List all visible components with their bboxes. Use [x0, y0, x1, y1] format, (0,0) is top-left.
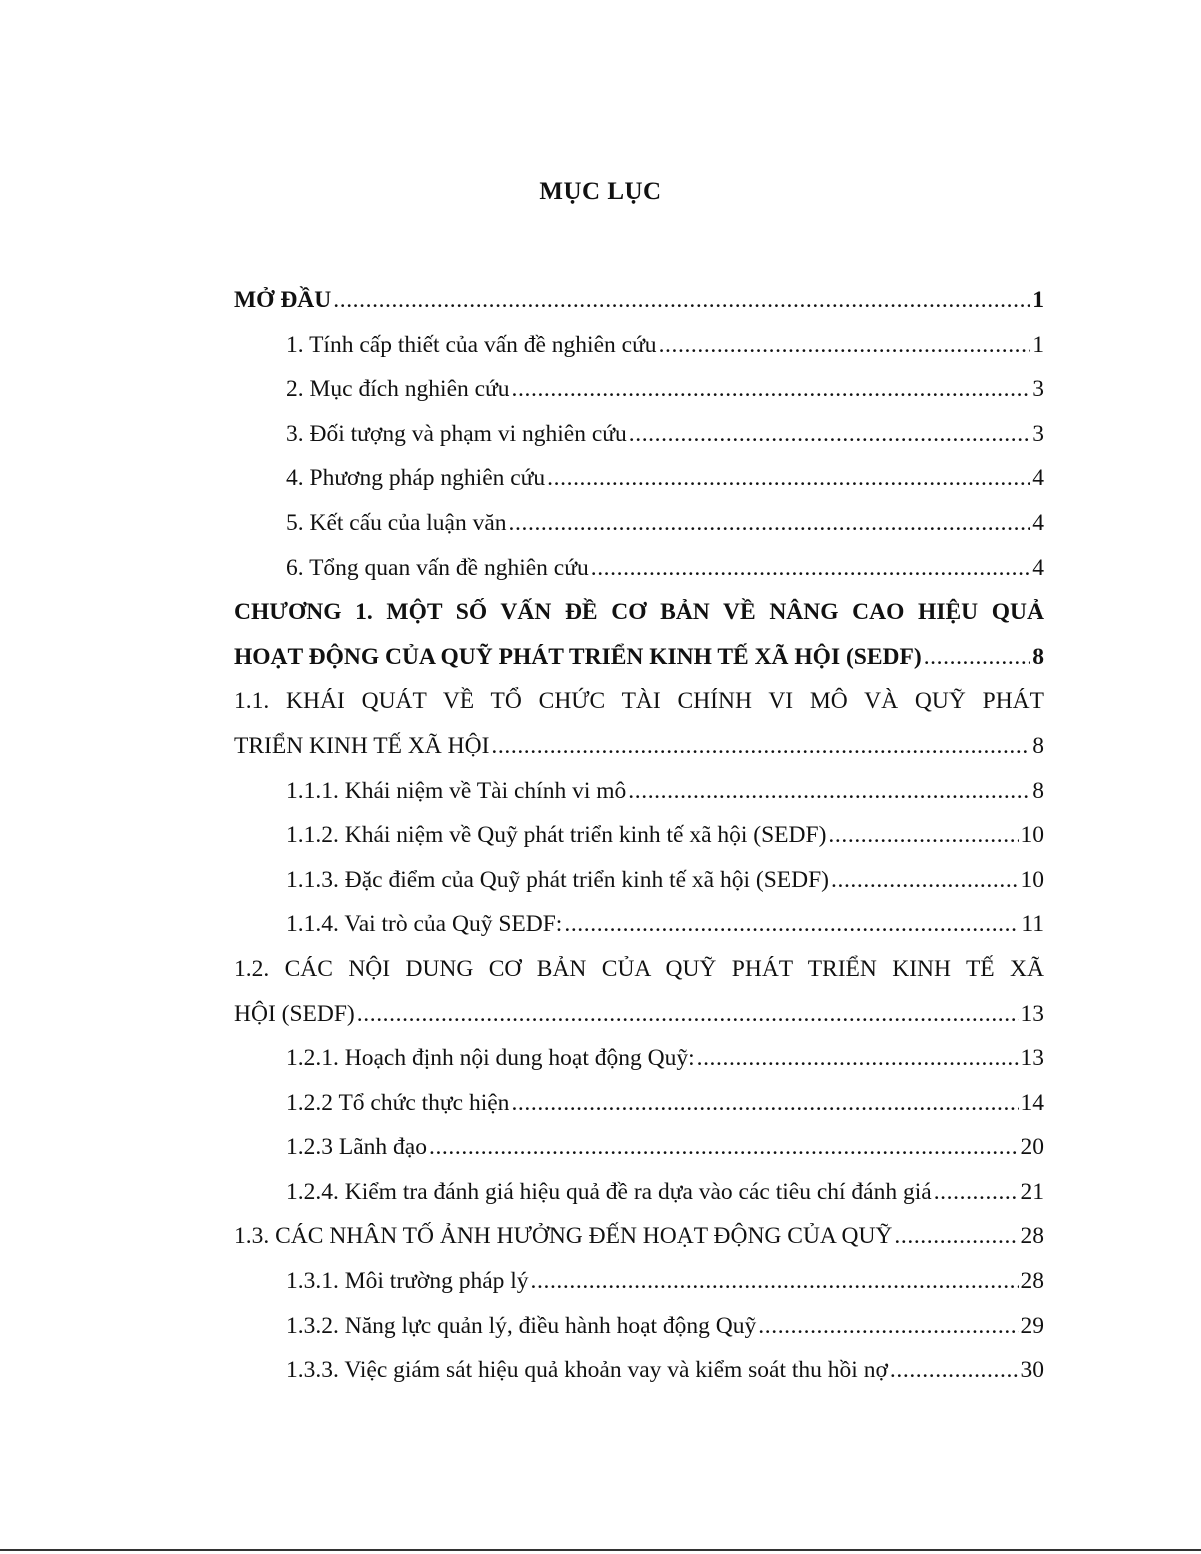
dot-leader: [894, 1214, 1018, 1259]
toc-entry-text: 1.3.3. Việc giám sát hiệu quả khoản vay và kiểm soát thu hồi nợ: [286, 1357, 888, 1384]
toc-entry-page: 29: [1020, 1312, 1044, 1339]
toc-entry-text: 1.2.4. Kiểm tra đánh giá hiệu quả đề ra dựa vào các tiêu chí đánh giá: [286, 1178, 932, 1205]
toc-entry-page: 4: [1032, 465, 1044, 492]
toc-entry[interactable]: [234, 1304, 1044, 1349]
toc-entry-page: 8: [1032, 643, 1044, 670]
toc-entry[interactable]: [234, 992, 1044, 1037]
toc-entry[interactable]: [234, 367, 1044, 412]
table-of-contents: [234, 278, 1044, 1393]
toc-entry-text: 6. Tổng quan vấn đề nghiên cứu: [286, 554, 589, 581]
toc-entry-page: 28: [1020, 1223, 1044, 1250]
toc-entry-text: 1.3. CÁC NHÂN TỐ ẢNH HƯỞNG ĐẾN HOẠT ĐỘNG CỦA QUỸ: [234, 1223, 893, 1250]
toc-entry-page: 3: [1032, 420, 1044, 447]
toc-entry-section-line[interactable]: 1.1. KHÁI QUÁT VỀ TỔ CHỨC TÀI CHÍNH VI MÔ VÀ QUỸ PHÁT: [234, 688, 1044, 715]
toc-entry[interactable]: [234, 724, 1044, 769]
toc-entry-text: 2. Mục đích nghiên cứu: [286, 376, 510, 403]
dot-leader: [531, 1259, 1019, 1304]
toc-entry-text: 1.1.1. Khái niệm về Tài chính vi mô: [286, 777, 627, 804]
toc-entry[interactable]: [234, 1036, 1044, 1081]
toc-entry-text: 4. Phương pháp nghiên cứu: [286, 465, 546, 492]
toc-entry-text: 1.3.2. Năng lực quản lý, điều hành hoạt động Quỹ: [286, 1312, 757, 1339]
toc-entry[interactable]: [234, 769, 1044, 814]
toc-entry-chapter-line[interactable]: CHƯƠNG 1. MỘT SỐ VẤN ĐỀ CƠ BẢN VỀ NÂNG CAO HIỆU QUẢ: [234, 599, 1044, 626]
toc-entry-page: 13: [1020, 1045, 1044, 1072]
dot-leader: [564, 902, 1019, 947]
dot-leader: [659, 323, 1031, 368]
toc-entry-text: 1.1.3. Đặc điểm của Quỹ phát triển kinh tế xã hội (SEDF): [286, 866, 829, 893]
dot-leader: [511, 1081, 1018, 1126]
dot-leader: [357, 992, 1019, 1037]
toc-entry-text: TRIỂN KINH TẾ XÃ HỘI: [234, 732, 490, 759]
toc-entry-page: 10: [1020, 866, 1044, 893]
page-bottom-rule: [0, 1549, 1201, 1551]
toc-entry-text: 1.2.1. Hoạch định nội dung hoạt động Quỹ:: [286, 1045, 695, 1072]
dot-leader: [831, 858, 1019, 903]
toc-entry-text: HỘI (SEDF): [234, 1000, 355, 1027]
toc-entry-page: 4: [1032, 509, 1044, 536]
toc-entry-page: 20: [1020, 1134, 1044, 1161]
dot-leader: [512, 367, 1031, 412]
toc-entry-page: 10: [1020, 822, 1044, 849]
toc-entry-page: 21: [1020, 1178, 1044, 1205]
dot-leader: [429, 1125, 1019, 1170]
toc-entry[interactable]: [234, 278, 1044, 323]
toc-entry-text: 3. Đối tượng và phạm vi nghiên cứu: [286, 420, 627, 447]
dot-leader: [333, 278, 1030, 323]
toc-entry-page: 3: [1032, 376, 1044, 403]
dot-leader: [629, 412, 1031, 457]
toc-entry[interactable]: [234, 323, 1044, 368]
toc-entry[interactable]: [234, 813, 1044, 858]
toc-entry-page: 1: [1032, 287, 1044, 313]
toc-entry-page: 1: [1032, 331, 1044, 358]
toc-entry-page: 8: [1032, 732, 1044, 759]
toc-entry-text: 1.3.1. Môi trường pháp lý: [286, 1268, 529, 1295]
dot-leader: [697, 1036, 1019, 1081]
toc-entry[interactable]: [234, 1348, 1044, 1393]
toc-entry-page: 8: [1032, 777, 1044, 804]
dot-leader: [491, 724, 1030, 769]
toc-entry-text: HOẠT ĐỘNG CỦA QUỸ PHÁT TRIỂN KINH TẾ XÃ HỘI (SEDF): [234, 643, 922, 670]
toc-entry-page: 11: [1021, 911, 1044, 938]
dot-leader: [591, 546, 1031, 591]
toc-entry-text: 1.1.4. Vai trò của Quỹ SEDF:: [286, 911, 563, 938]
toc-entry-page: 4: [1032, 554, 1044, 581]
toc-entry[interactable]: [234, 1259, 1044, 1304]
toc-entry[interactable]: [234, 902, 1044, 947]
toc-entry-text: MỞ ĐẦU: [234, 287, 332, 313]
toc-entry[interactable]: [234, 412, 1044, 457]
toc-entry-page: 30: [1020, 1357, 1044, 1384]
dot-leader: [924, 635, 1031, 680]
toc-entry-text: 5. Kết cấu của luận văn: [286, 509, 507, 536]
toc-entry[interactable]: [234, 456, 1044, 501]
dot-leader: [934, 1170, 1019, 1215]
toc-entry[interactable]: [234, 858, 1044, 903]
toc-entry-page: 14: [1020, 1089, 1044, 1116]
toc-entry-text: 1. Tính cấp thiết của vấn đề nghiên cứu: [286, 331, 657, 358]
dot-leader: [758, 1304, 1018, 1349]
dot-leader: [828, 813, 1018, 858]
toc-entry-text: 1.1.2. Khái niệm về Quỹ phát triển kinh tế xã hội (SEDF): [286, 822, 827, 849]
toc-entry[interactable]: [234, 501, 1044, 546]
dot-leader: [509, 501, 1031, 546]
page-title: MỤC LỤC: [539, 178, 662, 205]
toc-entry[interactable]: [234, 1081, 1044, 1126]
toc-entry[interactable]: [234, 635, 1044, 680]
dot-leader: [890, 1348, 1019, 1393]
toc-entry[interactable]: [234, 1170, 1044, 1215]
toc-entry[interactable]: [234, 546, 1044, 591]
toc-entry[interactable]: [234, 1214, 1044, 1259]
toc-entry-section-line[interactable]: 1.2. CÁC NỘI DUNG CƠ BẢN CỦA QUỸ PHÁT TRIỂN KINH TẾ XÃ: [234, 955, 1044, 982]
toc-entry-page: 28: [1020, 1268, 1044, 1295]
dot-leader: [547, 456, 1030, 501]
toc-entry-page: 13: [1020, 1000, 1044, 1027]
toc-entry-text: 1.2.3 Lãnh đạo: [286, 1134, 427, 1161]
toc-entry[interactable]: [234, 1125, 1044, 1170]
toc-entry-text: 1.2.2 Tổ chức thực hiện: [286, 1089, 510, 1116]
dot-leader: [628, 769, 1030, 814]
